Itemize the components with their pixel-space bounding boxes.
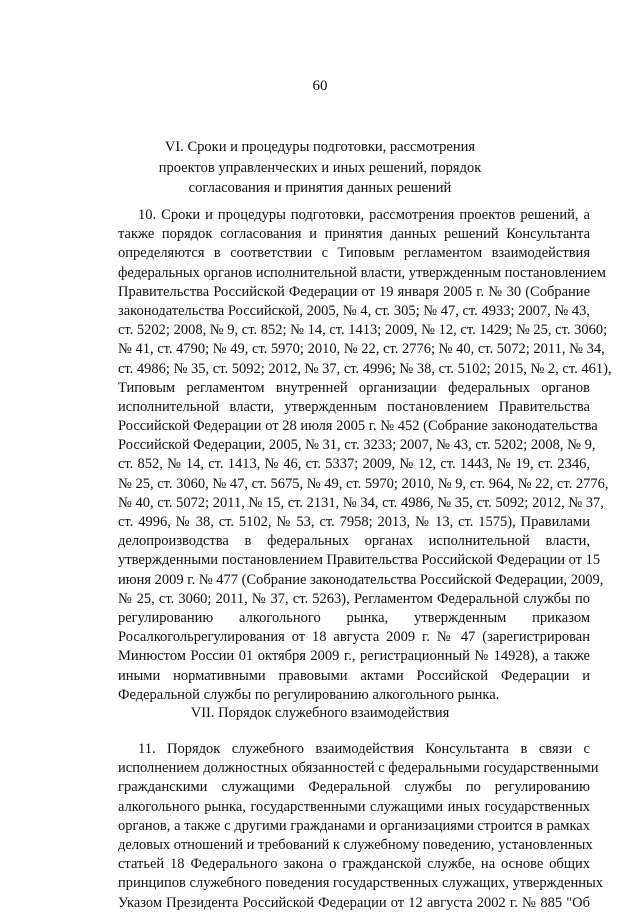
- text-line: алкогольного рынка, государственными служащими иных государственных: [118, 798, 590, 815]
- paragraph-10: [118, 206, 612, 705]
- text-line: Федеральной службы по регулированию алкогольного рынка.: [118, 686, 500, 703]
- text-line: законодательства Российской, 2005, № 4, ст. 305; № 47, ст. 4933; 2007, № 43,: [118, 302, 590, 319]
- text-line: Российской Федерации, 2005, № 31, ст. 3233; 2007, № 43, ст. 5202; 2008, № 9,: [118, 437, 596, 454]
- text-line: № 25, ст. 3060, № 47, ст. 5675, № 49, ст. 5970; 2010, № 9, ст. 964, № 22, ст. 2776,: [118, 475, 609, 492]
- section-6-heading: [120, 137, 520, 199]
- text-line: статьей 18 Федерального закона о гражданской службе, на основе общих: [118, 856, 590, 873]
- text-line: № 41, ст. 4790; № 49, ст. 5970; 2010, № 22, ст. 2776; № 40, ст. 5072; 2011, № 34,: [118, 341, 605, 358]
- text-line: гражданскими служащими Федеральной службы по регулированию: [118, 779, 590, 796]
- text-line: 11. Порядок служебного взаимодействия Консультанта в связи с: [138, 741, 590, 757]
- text-line: ст. 5202; 2008, № 9, ст. 852; № 14, ст. 1413; 2009, № 12, ст. 1429; № 25, ст. 3060;: [118, 322, 608, 339]
- text-line: ст. 4996, № 38, ст. 5102, № 53, ст. 7958; 2013, № 13, ст. 1575), Правилами: [118, 514, 590, 530]
- text-line: ст. 4986; № 35, ст. 5092; 2012, № 37, ст. 4996; № 38, ст. 5102; 2015, № 2, ст. 461),: [118, 360, 612, 377]
- text-line: 10. Сроки и процедуры подготовки, рассмотрения проектов решений, а: [138, 207, 590, 223]
- text-line: Типовым регламентом внутренней организации федеральных органов: [118, 379, 590, 396]
- text-line: Правительства Российской Федерации от 19 января 2005 г. № 30 (Собрание: [118, 283, 590, 300]
- text-line: Российской Федерации от 28 июля 2005 г. № 452 (Собрание законодательства: [118, 418, 598, 435]
- page-number: 60: [312, 78, 328, 94]
- text-line: регулированию алкогольного рынка, утвержденным приказом: [118, 609, 590, 626]
- text-line: Росалкогольрегулирования от 18 августа 2009 г. № 47 (зарегистрирован: [118, 629, 590, 646]
- text-line: № 40, ст. 5072; 2011, № 15, ст. 2131, № 34, ст. 4986, № 35, ст. 5092; 2012, № 37,: [118, 494, 604, 511]
- text-line: определяются в соответствии с Типовым регламентом взаимодействия: [118, 245, 590, 262]
- text-line: утвержденными постановлением Правительства Российской Федерации от 15: [118, 552, 601, 569]
- heading-line: VI. Сроки и процедуры подготовки, рассмотрения: [164, 139, 476, 155]
- text-line: принципов служебного поведения государственных служащих, утвержденных: [118, 875, 603, 892]
- text-line: июня 2009 г. № 477 (Собрание законодательства Российской Федерации, 2009,: [118, 571, 604, 588]
- text-line: делопроизводства в федеральных органах исполнительной власти,: [118, 533, 590, 550]
- text-line: исполнительной власти, утвержденным постановлением Правительства: [118, 398, 590, 415]
- section-7-heading: [120, 703, 520, 724]
- heading-line: проектов управленческих и иных решений, порядок: [158, 159, 482, 176]
- text-line: иными нормативными правовыми актами Российской Федерации и: [118, 667, 590, 684]
- text-line: деловых отношений и требований к служебному поведению, установленных: [118, 836, 593, 853]
- text-line: также порядок согласования и принятия данных решений Консультанта: [118, 226, 590, 243]
- heading-line: согласования и принятия данных решений: [188, 180, 452, 196]
- text-line: ст. 852, № 14, ст. 1413, № 46, ст. 5337; 2009, № 12, ст. 1443, № 19, ст. 2346,: [118, 456, 590, 473]
- paragraph-11: [118, 740, 603, 913]
- text-line: Минюстом России 01 октября 2009 г., регистрационный № 14928), а также: [118, 648, 590, 665]
- text-line: № 25, ст. 3060; 2011, № 37, ст. 5263), Регламентом Федеральной службы по: [118, 590, 590, 607]
- heading-line: VII. Порядок служебного взаимодействия: [190, 705, 450, 721]
- text-line: органов, а также с другими гражданами и организациями строится в рамках: [118, 817, 590, 834]
- text-line: Указом Президента Российской Федерации от 12 августа 2002 г. № 885 "Об: [118, 894, 590, 911]
- text-line: исполнением должностных обязанностей с федеральными государственными: [118, 760, 599, 777]
- text-line: федеральных органов исполнительной власти, утвержденным постановлением: [118, 264, 606, 281]
